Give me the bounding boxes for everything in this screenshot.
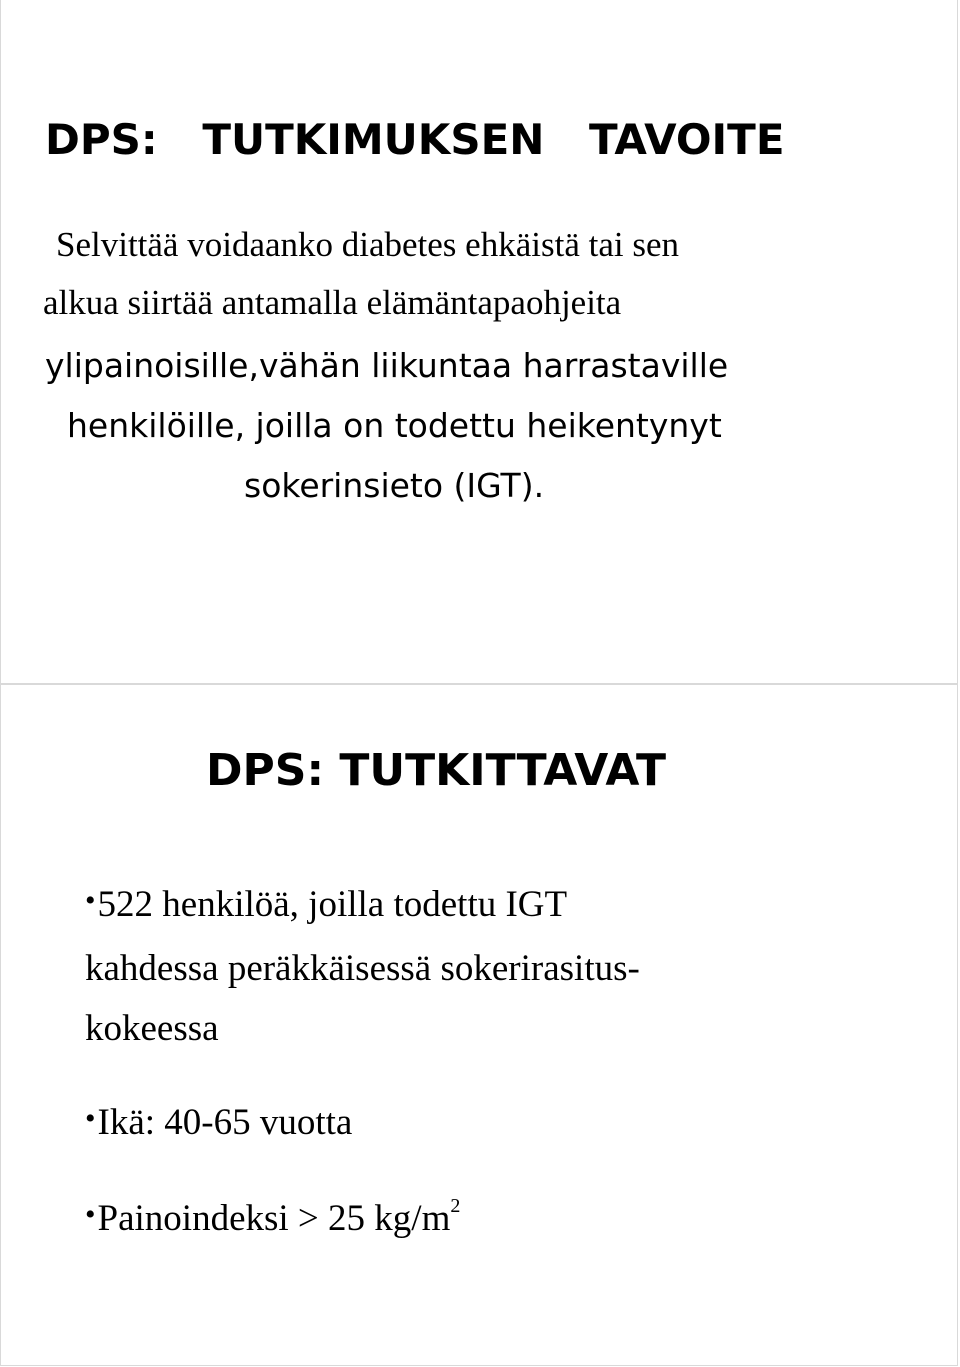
body-line: ylipainoisille,vähän liikuntaa harrastaville <box>45 346 729 385</box>
body-line: sokerinsieto (IGT). <box>244 466 545 505</box>
bullet-icon: • <box>85 884 96 917</box>
bullet-text: 522 henkilöä, joilla todettu IGT <box>97 884 568 925</box>
slide-title: DPS: TUTKITTAVAT <box>206 745 667 796</box>
body-line: Selvittää voidaanko diabetes ehkäistä tai sen <box>56 225 679 264</box>
bullet-icon: • <box>85 1102 96 1135</box>
slide-title: DPS: TUTKIMUKSEN TAVOITE <box>45 115 785 164</box>
body-line: henkilöille, joilla on todettu heikentynyt <box>67 406 722 445</box>
bullet-continuation: kahdessa peräkkäisessä sokerirasitus- <box>85 948 640 989</box>
bullet-item <box>85 883 567 926</box>
bullet-continuation: kokeessa <box>85 1008 219 1049</box>
slide-study-subjects <box>0 684 958 1366</box>
bullet-text: Ikä: 40-65 vuotta <box>97 1102 353 1143</box>
bullet-icon: • <box>85 1198 96 1231</box>
bullet-item <box>85 1197 460 1240</box>
body-line: alkua siirtää antamalla elämäntapaohjeita <box>43 283 622 322</box>
bullet-text: Painoindeksi > 25 kg/m <box>97 1198 451 1239</box>
superscript: 2 <box>450 1195 461 1217</box>
bullet-item <box>85 1101 352 1144</box>
slide-research-goal <box>0 0 958 684</box>
